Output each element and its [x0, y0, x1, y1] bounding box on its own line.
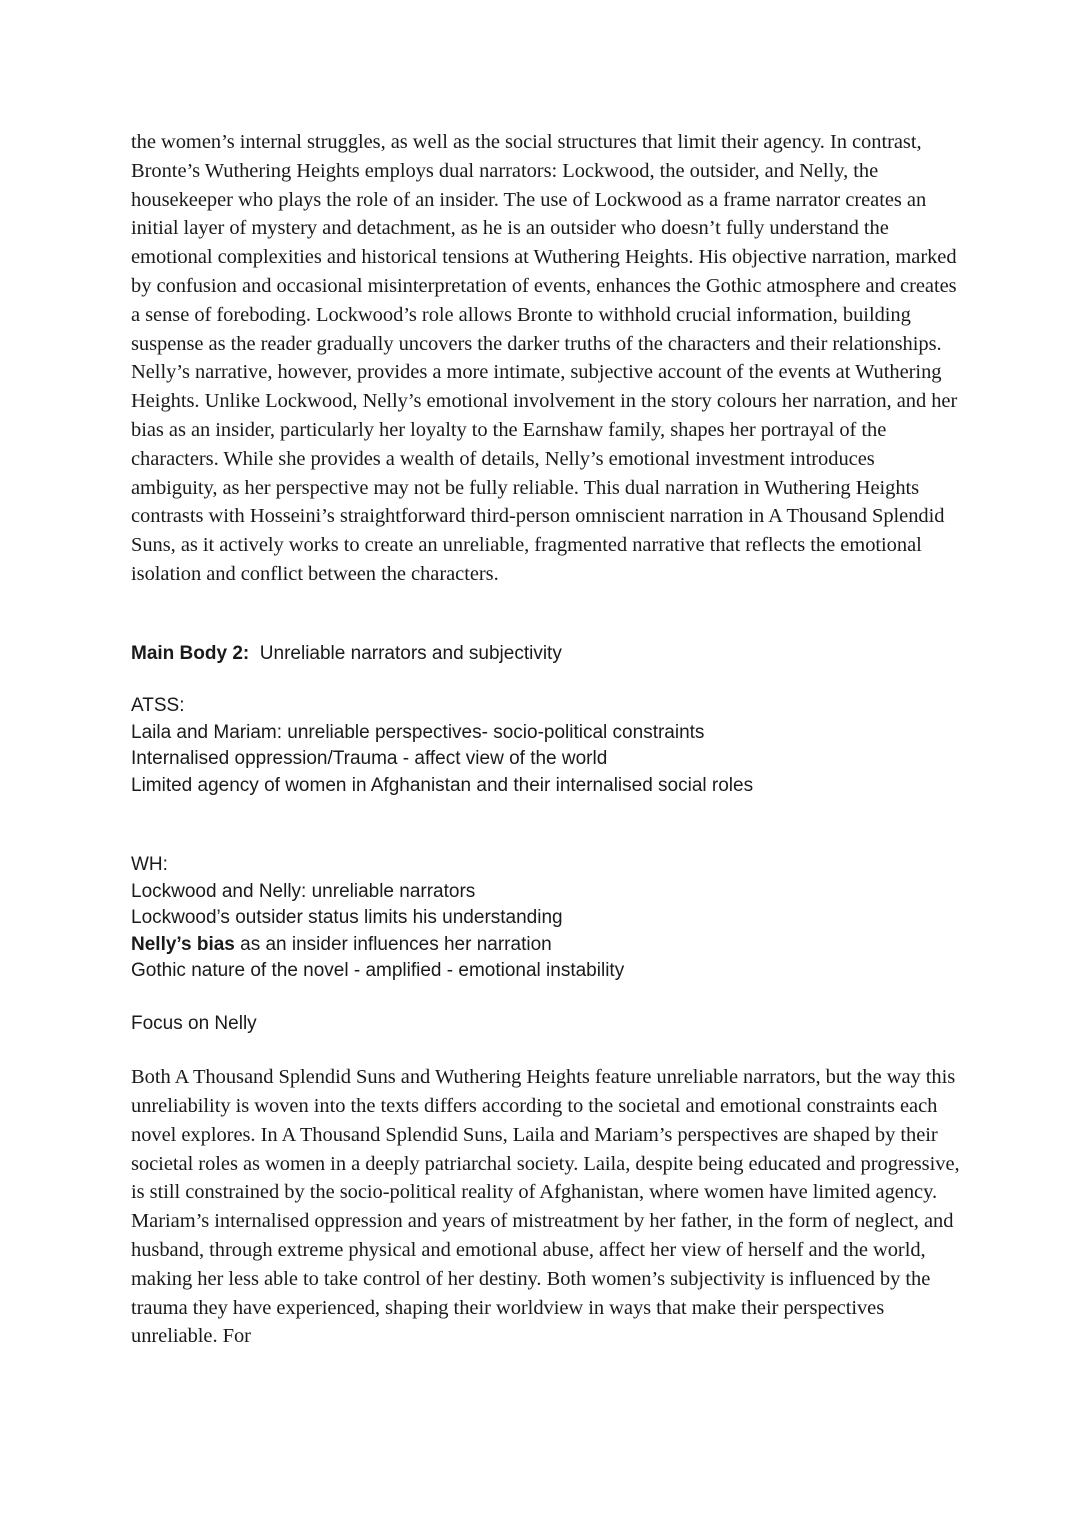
section-heading-label: Main Body 2:: [131, 642, 250, 664]
wh-note-3-rest: as an insider influences her narration: [234, 933, 552, 955]
paragraph-unreliable-narrators: Both A Thousand Splendid Suns and Wuthering Heights feature unreliable narrators, but the way this unreliability is woven into the texts differs according to the societal and emotional constraints each novel explores. In A Thousand Splendid Suns, Laila and Mariam’s perspectives are shaped by their societal roles as women in a deeply patriarchal society. Laila, despite being educated and progressive, is still constrained by the socio-political reality of Afghanistan, where women have limited agency. Mariam’s internalised oppression and years of mistreatment by her father, in the form of neglect, and husband, through extreme physical and emotional abuse, affect her view of herself and the world, making her less able to take control of her destiny. Both women’s subjectivity is influenced by the trauma they have experienced, shaping their worldview in ways that make their perspectives unreliable. For: [131, 1066, 960, 1348]
atss-note-2: Internalised oppression/Trauma - affect view of the world: [131, 748, 608, 770]
document-page: [131, 128, 961, 1351]
wh-note-1: Lockwood and Nelly: unreliable narrators: [131, 880, 476, 902]
wh-note-2: Lockwood’s outsider status limits his understanding: [131, 907, 563, 929]
atss-note-1: Laila and Mariam: unreliable perspectives- socio-political constraints: [131, 721, 705, 743]
section-heading-text: Unreliable narrators and subjectivity: [259, 642, 562, 664]
atss-title: ATSS:: [131, 695, 185, 717]
section-heading: [131, 641, 961, 668]
wh-note-3-bold: Nelly’s bias: [131, 933, 235, 955]
wh-note-3: [131, 932, 961, 959]
focus-note: Focus on Nelly: [131, 1012, 257, 1034]
wh-note-4: Gothic nature of the novel - amplified - emotional instability: [131, 960, 625, 982]
wh-notes: [131, 852, 961, 985]
paragraph-narration-comparison: the women’s internal struggles, as well as the social structures that limit their agency. In contrast, Bronte’s Wuthering Heights employs dual narrators: Lockwood, the outsider, and Nelly, the housekeeper who plays the role of an insider. The use of Lockwood as a frame narrator creates an initial layer of mystery and detachment, as he is an outsider who doesn’t fully understand the emotional complexities and historical tensions at Wuthering Heights. His objective narration, marked by confusion and occasional misinterpretation of events, enhances the Gothic atmosphere and creates a sense of foreboding. Lockwood’s role allows Bronte to withhold crucial information, building suspense as the reader gradually uncovers the darker truths of the characters and their relationships. Nelly’s narrative, however, provides a more intimate, subjective account of the events at Wuthering Heights. Unlike Lockwood, Nelly’s emotional involvement in the story colours her narration, and her bias as an insider, particularly her loyalty to the Earnshaw family, shapes her portrayal of the characters. While she provides a wealth of details, Nelly’s emotional investment introduces ambiguity, as her perspective may not be fully reliable. This dual narration in Wuthering Heights contrasts with Hosseini’s straightforward third-person omniscient narration in A Thousand Splendid Suns, as it actively works to create an unreliable, fragmented narrative that reflects the emotional isolation and conflict between the characters.: [131, 131, 958, 585]
atss-note-3: Limited agency of women in Afghanistan and their internalised social roles: [131, 774, 754, 796]
atss-notes: [131, 693, 961, 799]
wh-title: WH:: [131, 854, 168, 876]
